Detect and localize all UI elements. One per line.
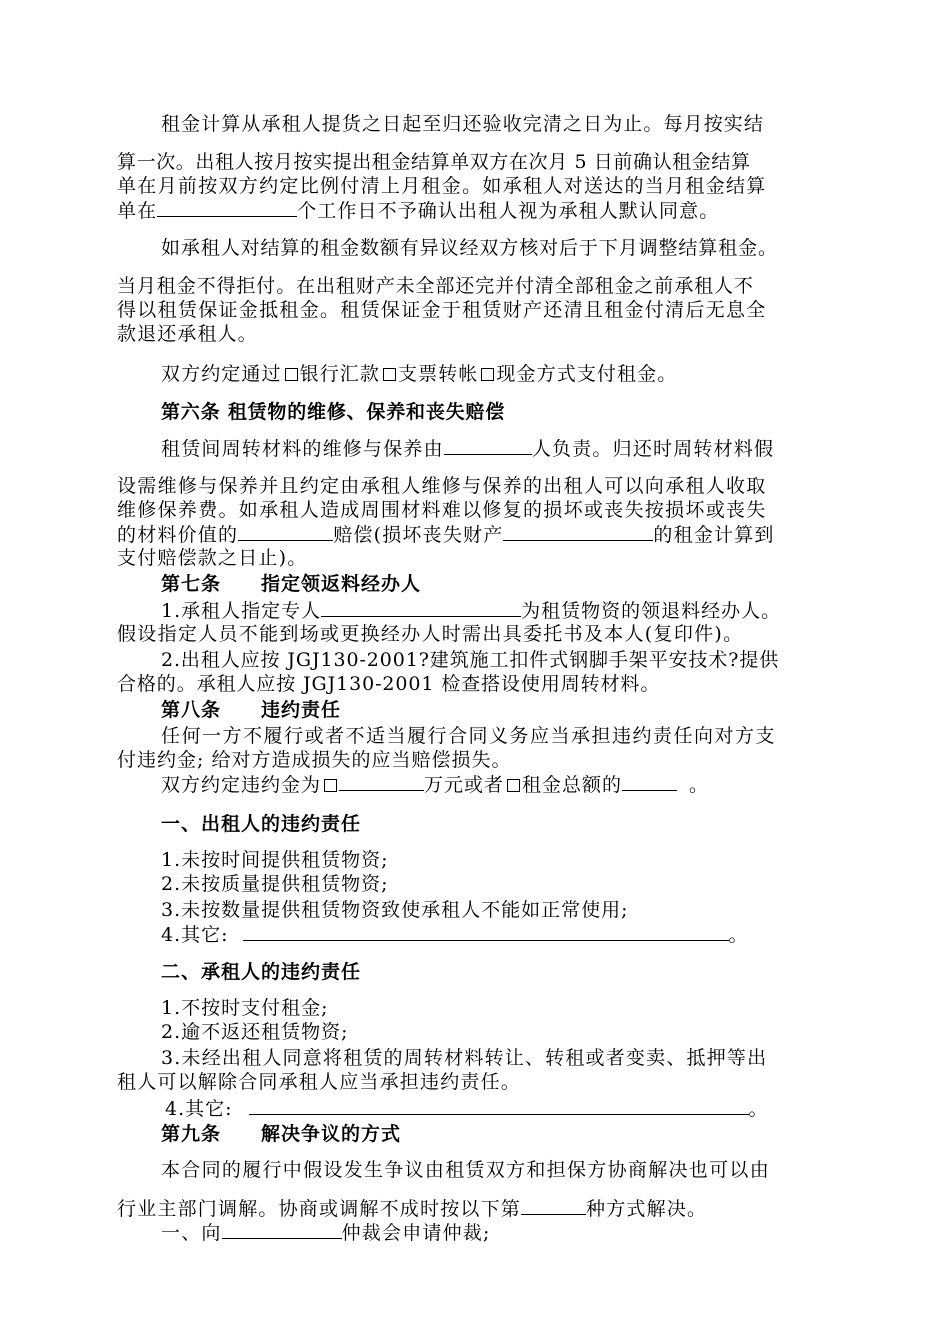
paragraph-line	[161, 1220, 491, 1245]
list-item	[161, 922, 749, 947]
text: 的租金计算到	[653, 524, 775, 546]
text: 单在	[117, 200, 158, 222]
text: 个工作日不予确认出租人视为承租人默认同意。	[297, 200, 720, 222]
text: 。	[689, 774, 710, 796]
text: 支票转帐	[398, 363, 479, 385]
text: 一、向	[161, 1222, 222, 1244]
list-item: 2.逾不返还租赁物资;	[161, 1021, 349, 1043]
text: 人负责。归还时周转材料假	[531, 438, 775, 460]
list-item: 1.不按时支付租金;	[161, 997, 329, 1019]
paragraph-line: 2.出租人应按 JGJ130-2001?建筑施工扣件式钢脚手架平安技术?提供	[161, 649, 780, 671]
blank-field[interactable]	[243, 922, 729, 941]
blank-field[interactable]	[157, 198, 297, 217]
list-item: 租人可以解除合同承租人应当承担违约责任。	[117, 1071, 522, 1093]
paragraph-line: 付违约金; 给对方造成损失的应当赔偿损失。	[117, 749, 512, 771]
paragraph-line: 本合同的履行中假设发生争议由租赁双方和担保方协商解决也可以由	[161, 1159, 771, 1181]
paragraph-line: 当月租金不得拒付。在出租财产未全部还完并付清全部租金之前承租人不	[117, 275, 754, 297]
paragraph-line	[161, 436, 774, 461]
text: 行业主部门调解。协商或调解不成时按以下第	[117, 1198, 522, 1220]
list-item	[165, 1096, 769, 1121]
list-item: 2.未按质量提供租赁物资;	[161, 873, 389, 895]
text: 万元或者	[424, 774, 505, 796]
text: 4.其它:	[161, 924, 229, 946]
blank-field[interactable]	[238, 522, 333, 541]
paragraph-line	[117, 1196, 707, 1221]
list-item: 3.未按数量提供租赁物资致使承租人不能如正常使用;	[161, 899, 629, 921]
list-item: 3.未经出租人同意将租赁的周转材料转让、转租或者变卖、抵押等出	[161, 1047, 768, 1069]
penalty-line	[161, 772, 709, 797]
blank-field[interactable]	[622, 772, 677, 791]
blank-field[interactable]	[249, 1096, 749, 1115]
paragraph-line: 如承租人对结算的租金数额有异议经双方核对后于下月调整结算租金。	[161, 237, 778, 259]
subsection-heading: 一、出租人的违约责任	[161, 813, 362, 835]
text: 4.其它:	[165, 1098, 233, 1120]
paragraph-line: 设需维修与保养并且约定由承租人维修与保养的出租人可以向承租人收取	[117, 475, 767, 497]
paragraph-line	[161, 598, 781, 623]
list-item: 1.未按时间提供租赁物资;	[161, 849, 389, 871]
paragraph-line: 算一次。出租人按月按实提出租金结算单双方在次月 5 日前确认租金结算	[117, 151, 751, 173]
paragraph-line: 合格的。承租人应按 JGJ130-2001 检查搭设使用周转材料。	[117, 673, 661, 695]
text: 双方约定违约金为	[161, 774, 322, 796]
checkbox-bank-transfer[interactable]	[285, 368, 298, 381]
paragraph-line	[117, 522, 775, 547]
checkbox-cash[interactable]	[481, 368, 494, 381]
blank-field[interactable]	[222, 1220, 342, 1239]
text: 双方约定通过	[161, 363, 282, 385]
checkbox-penalty-percent[interactable]	[507, 779, 520, 792]
text: 仲裁会申请仲裁;	[341, 1222, 491, 1244]
paragraph-line	[117, 198, 719, 223]
text: 租赁间周转材料的维修与保养由	[161, 438, 444, 460]
paragraph-line: 任何一方不履行或者不适当履行合同义务应当承担违约责任向对方支	[161, 725, 777, 747]
checkbox-check-transfer[interactable]	[383, 368, 396, 381]
section-heading: 第九条 解决争议的方式	[161, 1123, 402, 1145]
blank-field[interactable]	[444, 436, 532, 455]
text: 银行汇款	[299, 363, 381, 385]
section-heading: 第八条 违约责任	[161, 699, 342, 721]
paragraph-line: 单在月前按双方约定比例付清上月租金。如承租人对送达的当月租金结算	[117, 175, 767, 197]
text: 现金方式支付租金。	[496, 363, 678, 385]
paragraph-line: 款退还承租人。	[117, 323, 258, 345]
text: 1.承租人指定专人	[161, 600, 322, 622]
text: 种方式解决。	[586, 1198, 708, 1220]
paragraph-line: 支付赔偿款之日止)。	[117, 547, 308, 569]
checkbox-penalty-amount[interactable]	[324, 779, 337, 792]
text: 的材料价值的	[117, 524, 239, 546]
text: 赔偿(损坏丧失财产	[333, 524, 504, 546]
paragraph-line: 得以租赁保证金抵租金。租赁保证金于租赁财产还清且租金付清后无息全	[117, 299, 767, 321]
text: 。	[748, 1098, 769, 1120]
subsection-heading: 二、承租人的违约责任	[161, 961, 362, 983]
paragraph-line: 租金计算从承租人提货之日起至归还验收完清之日为止。每月按实结	[161, 113, 765, 135]
blank-field[interactable]	[321, 598, 521, 617]
blank-field[interactable]	[503, 522, 653, 541]
text: 。	[728, 924, 749, 946]
blank-field[interactable]	[339, 772, 424, 791]
payment-method-line	[161, 362, 677, 386]
text: 租金总额的	[522, 774, 623, 796]
section-heading: 第七条 指定领返料经办人	[161, 573, 422, 595]
section-heading: 第六条 租赁物的维修、保养和丧失赔偿	[161, 401, 506, 423]
paragraph-line: 假设指定人员不能到场或更换经办人时需出具委托书及本人(复印件)。	[117, 623, 744, 645]
blank-field[interactable]	[521, 1196, 586, 1215]
paragraph-line: 维修保养费。如承租人造成周围材料难以修复的损坏或丧失按损坏或丧失	[117, 499, 767, 521]
text: 为租赁物资的领退料经办人。	[521, 600, 782, 622]
